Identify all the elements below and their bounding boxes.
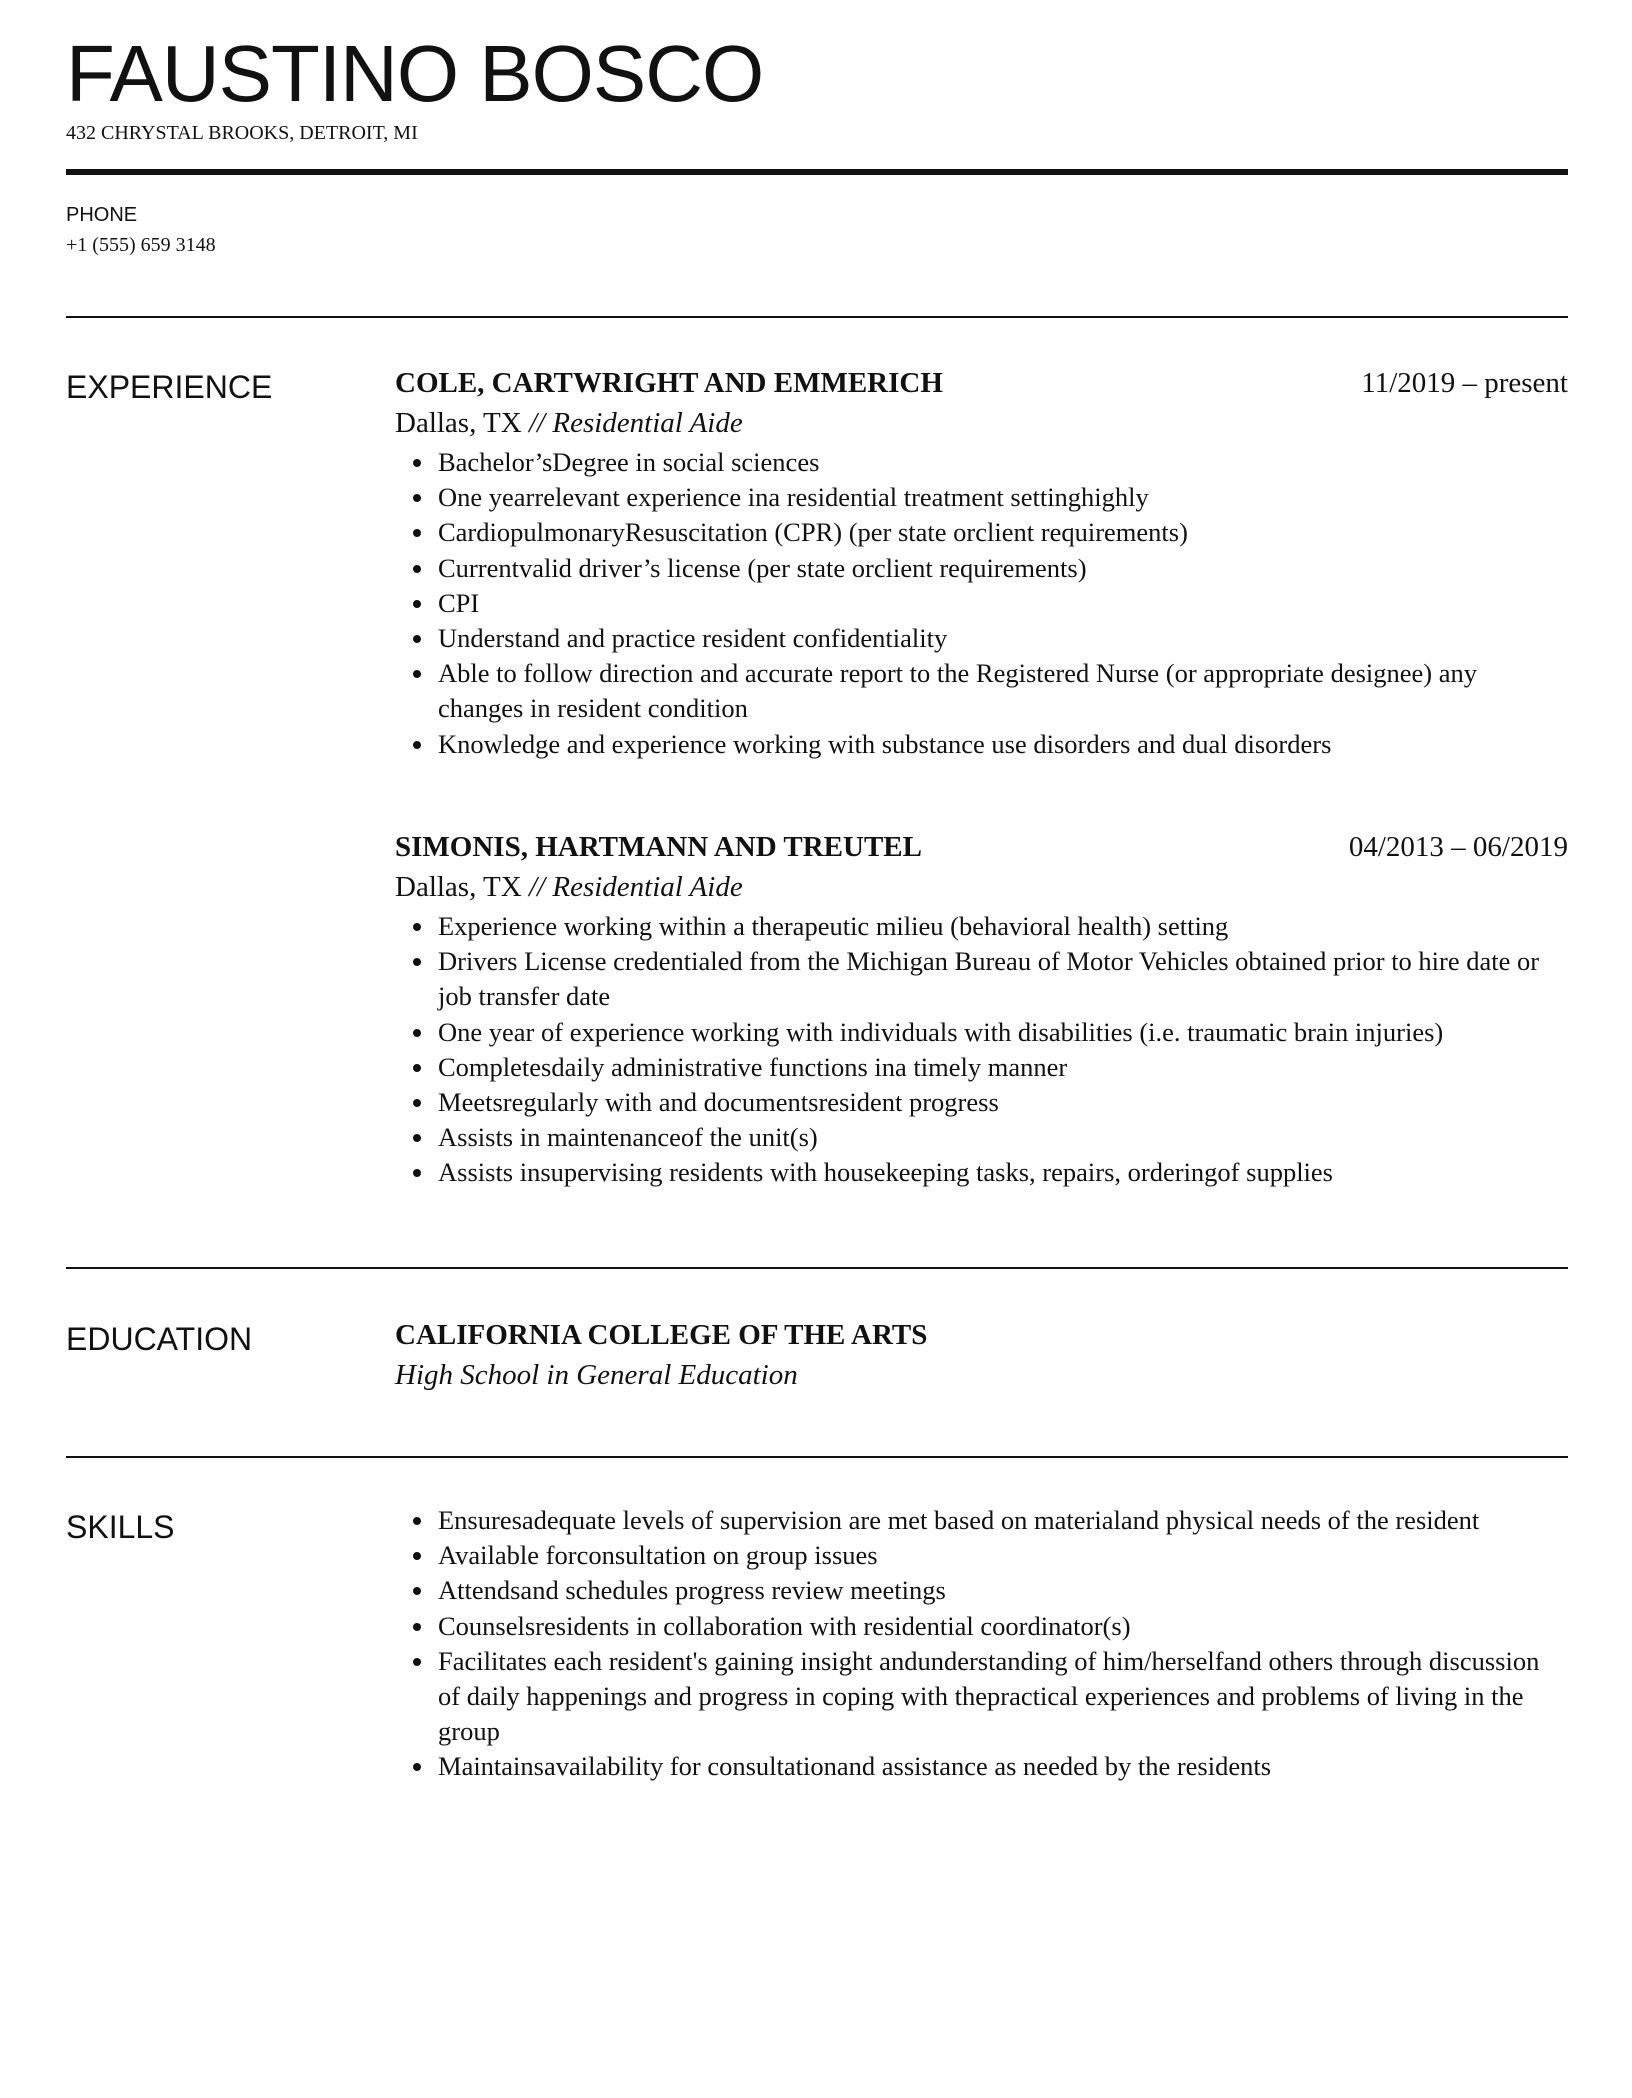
list-item: Knowledge and experience working with substance use disorders and dual disorders	[395, 727, 1568, 762]
section-divider-skills	[66, 1456, 1568, 1458]
phone-value: +1 (555) 659 3148	[66, 234, 216, 256]
job-role: Residential Aide	[552, 871, 743, 903]
skills-list	[395, 1503, 1568, 1785]
job-separator: //	[521, 407, 553, 439]
list-item: Understand and practice resident confidentiality	[395, 621, 1568, 656]
list-item: CardiopulmonaryResuscitation (CPR) (per state orclient requirements)	[395, 515, 1568, 550]
education-header	[395, 1316, 1568, 1356]
list-item: Facilitates each resident's gaining insight andunderstanding of him/herselfand others through discussion of daily happenings and progress in coping with thepractical experiences and problems of living in the group	[395, 1644, 1568, 1750]
list-item: Attendsand schedules progress review meetings	[395, 1573, 1568, 1608]
list-item: Bachelor’sDegree in social sciences	[395, 445, 1568, 480]
job-company: SIMONIS, HARTMANN AND TREUTEL	[395, 831, 922, 863]
job-bullets	[395, 909, 1568, 1191]
job-company: COLE, CARTWRIGHT AND EMMERICH	[395, 367, 943, 399]
list-item: Counselsresidents in collaboration with residential coordinator(s)	[395, 1609, 1568, 1644]
candidate-address: 432 CHRYSTAL BROOKS, DETROIT, MI	[66, 122, 418, 144]
education-title: EDUCATION	[66, 1321, 253, 1357]
job-header	[395, 364, 1568, 404]
list-item: One year of experience working with individuals with disabilities (i.e. traumatic brain injuries)	[395, 1015, 1568, 1050]
list-item: Meetsregularly with and documentsresident progress	[395, 1085, 1568, 1120]
job-dates: 04/2013 – 06/2019	[1348, 831, 1568, 863]
phone-label: PHONE	[66, 204, 138, 226]
list-item: CPI	[395, 586, 1568, 621]
list-item: One yearrelevant experience ina residential treatment settinghighly	[395, 480, 1568, 515]
experience-title: EXPERIENCE	[66, 369, 273, 405]
job-role: Residential Aide	[552, 407, 743, 439]
list-item: Available forconsultation on group issues	[395, 1538, 1568, 1573]
candidate-name: FAUSTINO BOSCO	[66, 29, 764, 118]
job-header	[395, 828, 1568, 868]
skills-title: SKILLS	[66, 1509, 175, 1545]
list-item: Currentvalid driver’s license (per state orclient requirements)	[395, 551, 1568, 586]
education-entry	[395, 1316, 1568, 1394]
skills-entry	[395, 1503, 1568, 1785]
job-bullets	[395, 445, 1568, 762]
list-item: Assists insupervising residents with housekeeping tasks, repairs, orderingof supplies	[395, 1155, 1568, 1190]
list-item: Able to follow direction and accurate report to the Registered Nurse (or appropriate designee) any changes in resident condition	[395, 656, 1568, 726]
header-divider	[66, 169, 1568, 175]
list-item: Maintainsavailability for consultationand assistance as needed by the residents	[395, 1749, 1568, 1784]
list-item: Completesdaily administrative functions ina timely manner	[395, 1050, 1568, 1085]
job-entry	[395, 364, 1568, 762]
list-item: Drivers License credentialed from the Michigan Bureau of Motor Vehicles obtained prior to hire date or job transfer date	[395, 944, 1568, 1014]
job-dates: 11/2019 – present	[1361, 367, 1568, 399]
job-entry	[395, 828, 1568, 1191]
list-item: Ensuresadequate levels of supervision are met based on materialand physical needs of the resident	[395, 1503, 1568, 1538]
job-subline	[395, 868, 1568, 906]
education-school: CALIFORNIA COLLEGE OF THE ARTS	[395, 1319, 928, 1351]
list-item: Assists in maintenanceof the unit(s)	[395, 1120, 1568, 1155]
job-location: Dallas, TX	[395, 871, 522, 903]
job-location: Dallas, TX	[395, 407, 522, 439]
list-item: Experience working within a therapeutic milieu (behavioral health) setting	[395, 909, 1568, 944]
section-divider-experience	[66, 316, 1568, 318]
section-divider-education	[66, 1267, 1568, 1269]
job-separator: //	[521, 871, 553, 903]
education-degree: High School in General Education	[395, 1359, 798, 1391]
job-subline	[395, 404, 1568, 442]
